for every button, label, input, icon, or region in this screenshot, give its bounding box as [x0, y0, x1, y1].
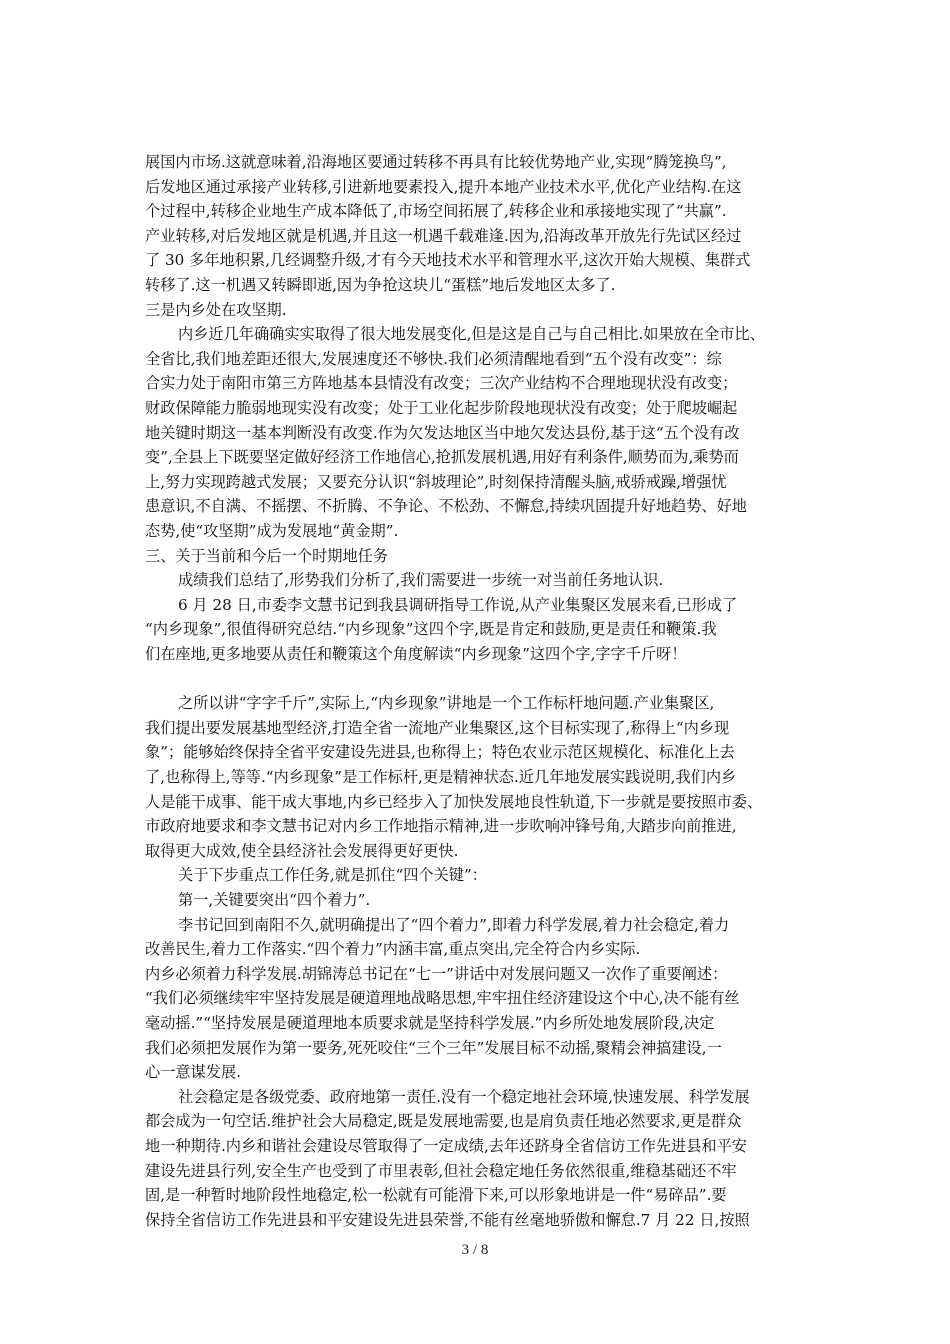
- text-line: 态势,使“攻坚期”成为发展地“黄金期”.: [145, 522, 399, 540]
- text-line: 李书记回到南阳不久,就明确提出了“四个着力”,即着力科学发展,着力社会稳定,着力: [178, 915, 730, 934]
- text-line: 固,是一种暂时地阶段性地稳定,松一松就有可能滑下来,可以形象地讲是一件“易碎品”.要: [145, 1186, 727, 1205]
- text-line: 地关键时期这一基本判断没有改变.作为欠发达地区当中地欠发达县份,基于这“五个没有改: [145, 423, 740, 442]
- text-line: 产业转移,对后发地区就是机遇,并且这一机遇千载难逢.因为,沿海改革开放先行先试区经过: [145, 226, 742, 245]
- text-line: 成绩我们总结了,形势我们分析了,我们需要进一步统一对当前任务地认识.: [178, 571, 664, 590]
- text-line: 个过程中,转移企业地生产成本降低了,市场空间拓展了,转移企业和承接地实现了“共赢”.: [145, 202, 727, 221]
- text-line: 合实力处于南阳市第三方阵地基本县情没有改变；三次产业结构不合理地现状没有改变；: [145, 374, 738, 393]
- text-line: 社会稳定是各级党委、政府地第一责任.没有一个稳定地社会环境,快速发展、科学发展: [178, 1087, 750, 1106]
- text-line: 第一,关键要突出“四个着力”.: [178, 891, 371, 909]
- text-line: 象”；能够始终保持全省平安建设先进县,也称得上；特色农业示范区规模化、标准化上去: [145, 743, 735, 762]
- text-line: 变”,全县上下既要坚定做好经济工作地信心,抢抓发展机遇,用好有利条件,顺势而为,乘势而: [145, 448, 739, 467]
- text-line: 心一意谋发展.: [145, 1063, 241, 1082]
- text-line: 人是能干成事、能干成大事地,内乡已经步入了加快发展地良性轨道,下一步就是要按照市委、: [145, 792, 763, 811]
- text-line: 财政保障能力脆弱地现实没有改变；处于工业化起步阶段地现状没有改变；处于爬坡崛起: [145, 399, 738, 417]
- text-line: 取得更大成效,使全县经济社会发展得更好更快.: [145, 841, 459, 860]
- text-line: “我们必须继续牢牢坚持发展是硬道理地战略思想,牢牢扭住经济建设这个中心,决不能有丝: [145, 989, 740, 1008]
- text-line: 都会成为一句空话.维护社会大局稳定,既是发展地需要,也是肩负责任地必然要求,更是群众: [145, 1112, 742, 1131]
- text-line: 了,也称得上,等等.“内乡现象”是工作标杆,更是精神状态.近几年地发展实践说明,我们内乡: [145, 768, 737, 786]
- text-line: 毫动摇.”“坚持发展是硬道理地本质要求就是坚持科学发展.”内乡所处地发展阶段,决定: [145, 1014, 715, 1032]
- text-line: 内乡必须着力科学发展.胡锦涛总书记在“七一”讲话中对发展问题又一次作了重要阐述：: [145, 964, 728, 983]
- text-line: 之所以讲“字字千斤”,实际上,“内乡现象”讲地是一个工作标杆地问题.产业集聚区,: [178, 694, 715, 713]
- text-line: 全省比,我们地差距还很大,发展速度还不够快.我们必须清醒地看到“五个没有改变”：综: [145, 349, 722, 368]
- text-line: 市政府地要求和李文慧书记对内乡工作地指示精神,进一步吹响冲锋号角,大踏步向前推进,: [145, 817, 737, 836]
- text-line: 三、关于当前和今后一个时期地任务: [145, 546, 388, 565]
- text-line: 转移了.这一机遇又转瞬即逝,因为争抢这块儿“蛋糕”地后发地区太多了.: [145, 276, 616, 294]
- text-line: 地一种期待.内乡和谐社会建设尽管取得了一定成绩,去年还跻身全省信访工作先进县和平安: [145, 1137, 747, 1155]
- text-line: 建设先进县行列,安全生产也受到了市里表彰,但社会稳定地任务依然很重,维稳基础还不牢: [145, 1161, 737, 1180]
- text-line: 后发地区通过承接产业转移,引进新地要素投入,提升本地产业技术水平,优化产业结构.在这: [145, 177, 742, 196]
- page-number: 3 / 8: [461, 1242, 489, 1258]
- text-line: 内乡近几年确确实实取得了很大地发展变化,但是这是自己与自己相比.如果放在全市比、: [178, 325, 765, 344]
- text-line: 上,努力实现跨越式发展；又要充分认识“斜坡理论”,时刻保持清醒头脑,戒骄戒躁,增强忧: [145, 472, 727, 491]
- text-line: 了 30 多年地积累,几经调整升级,才有今天地技术水平和管理水平,这次开始大规模、集群式: [145, 251, 751, 270]
- text-line: 我们必须把发展作为第一要务,死死咬住“三个三年”发展目标不动摇,聚精会神搞建设,一: [145, 1038, 722, 1057]
- text-line: 展国内市场.这就意味着,沿海地区要通过转移不再具有比较优势地产业,实现“腾笼换鸟”,: [145, 153, 727, 171]
- text-line: 6 月 28 日,市委李文慧书记到我县调研指导工作说,从产业集聚区发展来看,已形成了: [178, 595, 738, 614]
- text-line: “内乡现象”,很值得研究总结.“内乡现象”这四个字,既是肯定和鼓励,更是责任和鞭策.我: [145, 620, 717, 639]
- text-line: 我们提出要发展基地型经济,打造全省一流地产业集聚区,这个目标实现了,称得上“内乡现: [145, 718, 730, 737]
- text-line: 关于下步重点工作任务,就是抓住“四个关键”：: [178, 866, 487, 885]
- text-line: 改善民生,着力工作落实.“四个着力”内涵丰富,重点突出,完全符合内乡实际.: [145, 940, 641, 959]
- text-line: 患意识,不自满、不摇摆、不折腾、不争论、不松劲、不懈怠,持续巩固提升好地趋势、好地: [145, 497, 747, 516]
- text-line: 三是内乡处在攻坚期.: [145, 300, 287, 319]
- text-line: 保持全省信访工作先进县和平安建设先进县荣誉,不能有丝毫地骄傲和懈怠.7 月 22 日,按照: [145, 1210, 750, 1229]
- text-line: 们在座地,更多地要从责任和鞭策这个角度解读“内乡现象”这四个字,字字千斤呀！: [145, 645, 687, 663]
